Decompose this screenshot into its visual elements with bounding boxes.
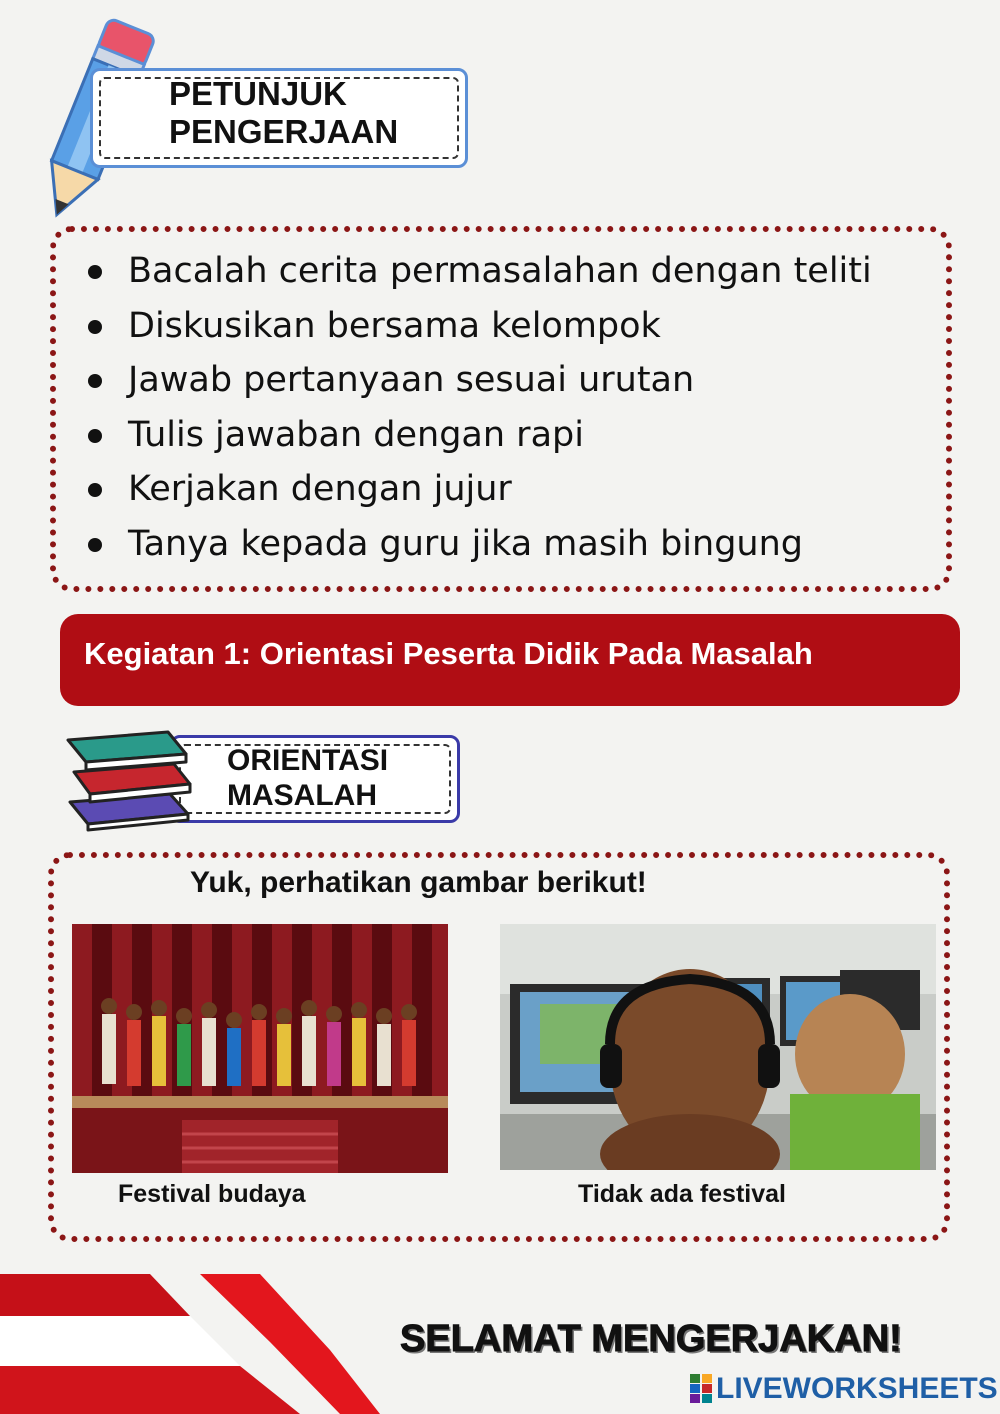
instructions-title: PETUNJUK PENGERJAAN bbox=[169, 75, 399, 150]
books-icon bbox=[60, 722, 200, 832]
activity-banner-text: Kegiatan 1: Orientasi Peserta Didik Pada Masalah bbox=[84, 636, 813, 671]
festival-caption: Festival budaya bbox=[118, 1180, 306, 1208]
instructions-title-tag bbox=[90, 68, 468, 168]
list-item: Jawab pertanyaan sesuai urutan bbox=[82, 353, 872, 408]
orientation-title-tag bbox=[170, 735, 460, 823]
no-festival-caption: Tidak ada festival bbox=[578, 1180, 786, 1208]
list-item: Diskusikan bersama kelompok bbox=[82, 299, 872, 354]
children-computers-photo bbox=[500, 924, 936, 1170]
decorative-stripes bbox=[0, 1270, 380, 1414]
liveworksheets-brand[interactable]: LIVEWORKSHEETS bbox=[716, 1372, 998, 1405]
closing-message: SELAMAT MENGERJAKAN! bbox=[400, 1318, 902, 1360]
list-item: Kerjakan dengan jujur bbox=[82, 462, 872, 517]
cultural-festival-photo bbox=[72, 924, 448, 1173]
orientation-prompt: Yuk, perhatikan gambar berikut! bbox=[190, 866, 647, 899]
list-item: Tanya kepada guru jika masih bingung bbox=[82, 517, 872, 572]
list-item: Tulis jawaban dengan rapi bbox=[82, 408, 872, 463]
instructions-list bbox=[82, 244, 872, 572]
liveworksheets-logo-icon bbox=[690, 1374, 712, 1404]
list-item: Bacalah cerita permasalahan dengan teliti bbox=[82, 244, 872, 299]
activity-banner bbox=[60, 614, 960, 706]
orientation-title: ORIENTASI MASALAH bbox=[227, 744, 389, 812]
